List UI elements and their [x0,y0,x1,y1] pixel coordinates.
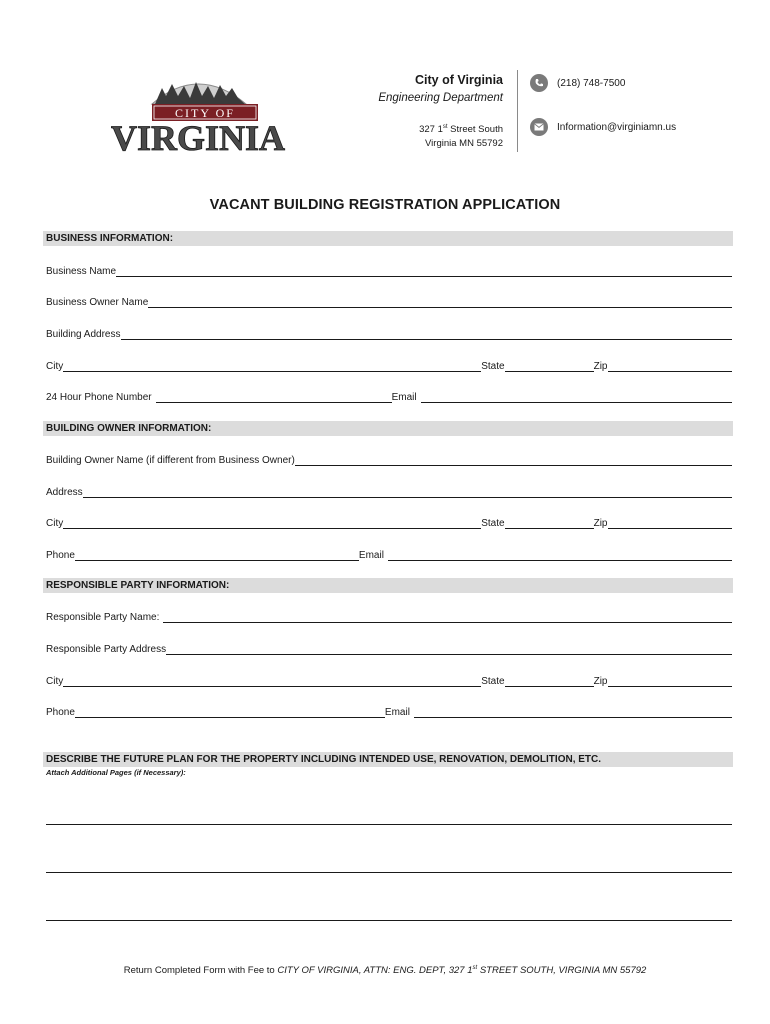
party-address-row [46,643,732,657]
party-phone-field[interactable] [75,717,385,718]
envelope-icon [530,118,548,136]
plan-description-line[interactable] [46,872,732,873]
party-phone-row [46,706,732,720]
phone-icon [530,74,548,92]
party-name-label: Responsible Party Name: [46,612,160,623]
party-email-field[interactable] [414,717,732,718]
city-label: City [46,361,64,372]
party-city-field[interactable] [63,686,481,687]
business-owner-label: Business Owner Name [46,297,149,308]
building-address-label: Building Address [46,329,121,340]
owner-zip-field[interactable] [608,528,733,529]
footer-address-start: CITY OF VIRGINIA, ATTN: ENG. DEPT, 327 1 [277,965,473,977]
business-city-row [46,360,732,374]
business-email-field[interactable] [421,402,732,403]
owner-name-field[interactable] [295,465,732,466]
department-heading [330,72,503,106]
owner-city-row [46,517,732,531]
owner-state-field[interactable] [505,528,594,529]
owner-email-field[interactable] [388,560,732,561]
department-address [330,120,503,151]
email-address[interactable]: Information@virginiamn.us [557,121,677,133]
business-owner-field[interactable] [148,307,732,308]
party-name-field[interactable] [163,622,732,623]
footer-text: Return Completed Form with Fee to [123,965,278,977]
phone-label: 24 Hour Phone Number [46,392,152,403]
owner-address-row [46,486,732,500]
owner-phone-row [46,549,732,563]
plan-description-line[interactable] [46,920,732,921]
plan-description-line[interactable] [46,824,732,825]
business-owner-row [46,296,732,310]
address-city: Virginia MN 55792 [425,138,503,150]
party-name-row [46,611,732,625]
business-name-row [46,265,732,279]
address-sup: st [442,124,448,130]
building-address-row [46,328,732,342]
owner-email-label: Email [358,550,384,561]
party-phone-label: Phone [46,707,75,718]
party-email-label: Email [384,707,410,718]
party-zip-field[interactable] [608,686,733,687]
zip-label: Zip [593,361,608,372]
section-building-owner-info: BUILDING OWNER INFORMATION: [43,421,733,436]
logo-virginia-text: VIRGINIA [110,118,286,158]
address-street-name: Street South [447,124,503,136]
owner-name-label: Building Owner Name (if different from Business Owner) [46,455,295,466]
attach-pages-note: Attach Additional Pages (if Necessary): [46,768,186,777]
section-responsible-party-info: RESPONSIBLE PARTY INFORMATION: [43,578,733,593]
business-name-label: Business Name [46,266,117,277]
page-title: VACANT BUILDING REGISTRATION APPLICATION [209,197,561,213]
phone-number: (218) 748-7500 [557,77,626,89]
email-label: Email [391,392,417,403]
owner-phone-label: Phone [46,550,75,561]
owner-city-label: City [46,518,64,529]
business-state-field[interactable] [505,371,594,372]
phone-contact [530,74,625,92]
city-of-virginia-logo [100,70,300,160]
business-phone-row [46,391,732,405]
dept-subtitle: Engineering Department [378,92,503,104]
party-state-label: State [481,676,505,687]
business-name-field[interactable] [116,276,732,277]
section-business-info: BUSINESS INFORMATION: [43,231,733,246]
footer-sup: st [472,965,478,971]
owner-name-row [46,454,732,468]
owner-state-label: State [481,518,505,529]
header-divider [517,70,518,152]
return-instructions [0,965,770,976]
owner-phone-field[interactable] [75,560,359,561]
party-zip-label: Zip [593,676,608,687]
owner-city-field[interactable] [63,528,481,529]
logo-city-of-text: CITY OF [175,106,235,120]
business-phone-field[interactable] [156,402,392,403]
email-contact [530,118,676,136]
section-future-plan: DESCRIBE THE FUTURE PLAN FOR THE PROPERTY INCLUDING INTENDED USE, RENOVATION, DEMOLITION, ETC. [43,752,733,767]
building-address-field[interactable] [121,339,733,340]
business-zip-field[interactable] [608,371,733,372]
business-city-field[interactable] [63,371,481,372]
party-address-field[interactable] [166,654,732,655]
party-state-field[interactable] [505,686,594,687]
footer-address-end: STREET SOUTH, VIRGINIA MN 55792 [477,965,647,977]
state-label: State [481,361,505,372]
address-street-number: 327 1 [419,124,443,136]
owner-address-label: Address [46,487,83,498]
owner-zip-label: Zip [593,518,608,529]
dept-name: City of Virginia [415,73,503,87]
party-city-row [46,675,732,689]
party-city-label: City [46,676,64,687]
owner-address-field[interactable] [83,497,732,498]
party-address-label: Responsible Party Address [46,644,167,655]
